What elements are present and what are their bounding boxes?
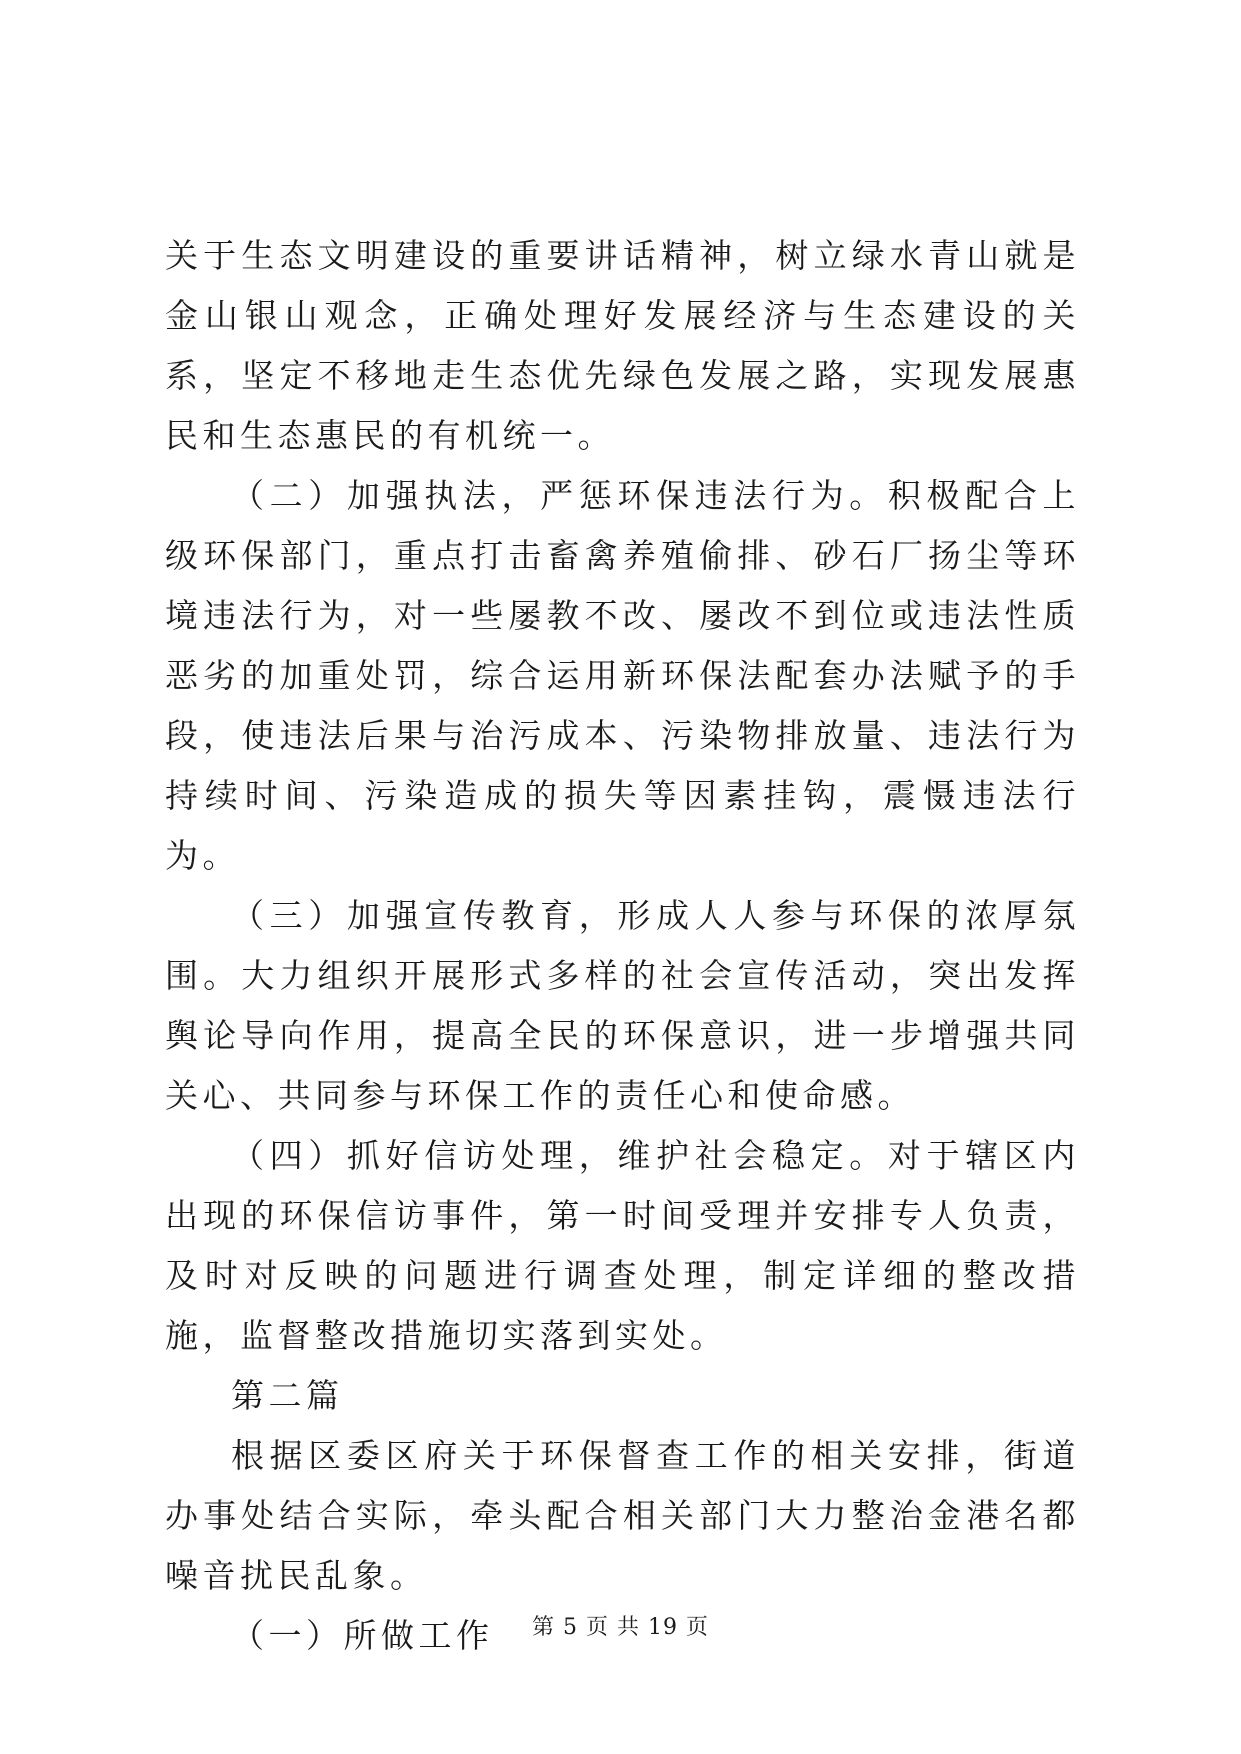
- paragraph-enforcement: （二）加强执法，严惩环保违法行为。积极配合上级环保部门，重点打击畜禽养殖偷排、砂石厂扬尘等环境违法行为，对一些屡教不改、屡改不到位或违法性质恶劣的加重处罚，综合运用新环保法配套办法赋予的手段，使违法后果与治污成本、污染物排放量、违法行为持续时间、污染造成的损失等因素挂钩，震慑违法行为。: [165, 476, 1080, 875]
- paragraph-continuation: 关于生态文明建设的重要讲话精神，树立绿水青山就是金山银山观念，正确处理好发展经济与生态建设的关系，坚定不移地走生态优先绿色发展之路，实现发展惠民和生态惠民的有机统一。: [165, 236, 1080, 455]
- paragraph-petition: （四）抓好信访处理，维护社会稳定。对于辖区内出现的环保信访事件，第一时间受理并安排专人负责，及时对反映的问题进行调查处理，制定详细的整改措施，监督整改措施切实落到实处。: [165, 1136, 1080, 1355]
- document-body: [165, 226, 1080, 1666]
- paragraph-education: （三）加强宣传教育，形成人人参与环保的浓厚氛围。大力组织开展形式多样的社会宣传活动，突出发挥舆论导向作用，提高全民的环保意识，进一步增强共同关心、共同参与环保工作的责任心和使命感。: [165, 896, 1080, 1115]
- page-number-footer: 第 5 页 共 19 页: [532, 1615, 709, 1640]
- paragraph-intro: 根据区委区府关于环保督查工作的相关安排，街道办事处结合实际，牵头配合相关部门大力整治金港名都噪音扰民乱象。: [165, 1436, 1080, 1595]
- subsection-heading: （一）所做工作: [231, 1616, 494, 1655]
- section-heading: 第二篇: [231, 1376, 344, 1415]
